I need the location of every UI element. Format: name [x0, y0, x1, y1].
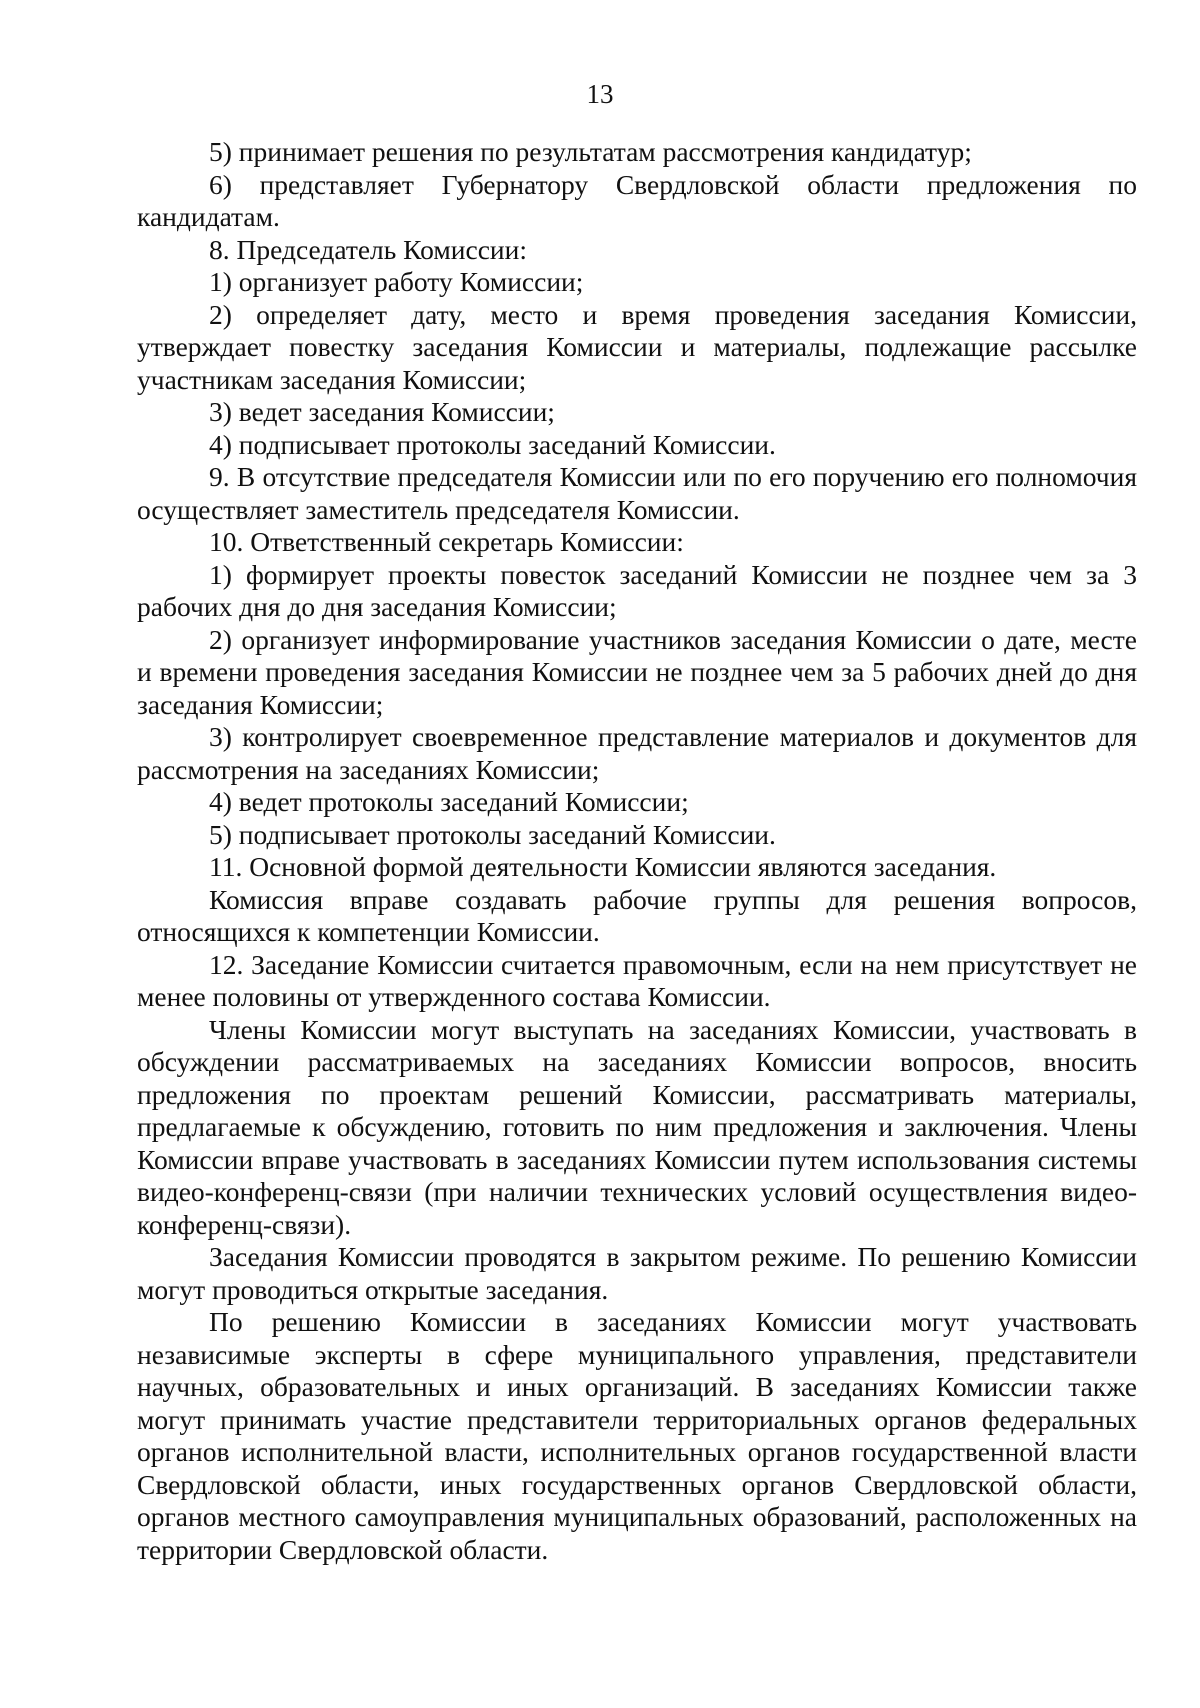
paragraph-chairman-duty-4: 4) подписывает протоколы заседаний Комиссии.: [209, 428, 776, 460]
paragraph-closed-meetings: Заседания Комиссии проводятся в закрытом режиме. По решению Комиссии могут проводиться открытые заседания.: [137, 1241, 1137, 1305]
paragraph-section-10-secretary: 10. Ответственный секретарь Комиссии:: [209, 526, 684, 557]
page-number: 13: [586, 79, 614, 109]
paragraph-secretary-duty-1: 1) формирует проекты повесток заседаний Комиссии не позднее чем за 3 рабочих дня до дня заседания Комиссии;: [137, 558, 1137, 622]
paragraph-secretary-duty-5: 5) подписывает протоколы заседаний Комиссии.: [209, 818, 776, 850]
paragraph-section-8-chairman: 8. Председатель Комиссии:: [209, 233, 527, 265]
paragraph-chairman-duty-3: 3) ведет заседания Комиссии;: [209, 396, 555, 427]
paragraph-chairman-duty-2: 2) определяет дату, место и время проведения заседания Комиссии, утверждает повестку заседания Комиссии и материалы, подлежащие рассылке участникам заседания Комиссии;: [137, 298, 1137, 395]
paragraph-secretary-duty-4: 4) ведет протоколы заседаний Комиссии;: [209, 786, 689, 817]
paragraph-members-rights: Члены Комиссии могут выступать на заседаниях Комиссии, участвовать в обсуждении рассматриваемых на заседаниях Комиссии вопросов, вносить предложения по проектам решений Комиссии, рассматривать материалы, предлагаемые к обсуждению, готовить по ним предложения и заключения. Члены Комиссии вправе участвовать в заседаниях Комиссии путем использования системы видео-конференц-связи (при наличии технических условий осуществления видео-конференц-связи).: [137, 1013, 1137, 1240]
paragraph-section-9-deputy: 9. В отсутствие председателя Комиссии или по его поручению его полномочия осуществляет заместитель председателя Комиссии.: [137, 461, 1137, 525]
paragraph-secretary-duty-2: 2) организует информирование участников заседания Комиссии о дате, месте и времени проведения заседания Комиссии не позднее чем за 5 рабочих дней до дня заседания Комиссии;: [137, 623, 1137, 720]
paragraph-item-6-proposals: 6) представляет Губернатору Свердловской области предложения по кандидатам.: [137, 168, 1137, 232]
paragraph-external-participants: По решению Комиссии в заседаниях Комиссии могут участвовать независимые эксперты в сфере муниципального управления, представители научных, образовательных и иных организаций. В заседаниях Комиссии также могут принимать участие представители территориальных органов федеральных органов исполнительной власти, исполнительных органов государственной власти Свердловской области, иных государственных органов Свердловской области, органов местного самоуправления муниципальных образований, расположенных на территории Свердловской области.: [137, 1306, 1137, 1565]
document-body: [137, 136, 1137, 1566]
paragraph-section-11-form: 11. Основной формой деятельности Комиссии являются заседания.: [209, 851, 997, 882]
paragraph-item-5-decisions: 5) принимает решения по результатам рассмотрения кандидатур;: [209, 136, 972, 167]
paragraph-secretary-duty-3: 3) контролирует своевременное представление материалов и документов для рассмотрения на заседаниях Комиссии;: [137, 721, 1137, 785]
paragraph-chairman-duty-1: 1) организует работу Комиссии;: [209, 266, 584, 297]
paragraph-working-groups: Комиссия вправе создавать рабочие группы для решения вопросов, относящихся к компетенции Комиссии.: [137, 883, 1137, 947]
paragraph-section-12-quorum: 12. Заседание Комиссии считается правомочным, если на нем присутствует не менее половины от утвержденного состава Комиссии.: [137, 948, 1137, 1012]
